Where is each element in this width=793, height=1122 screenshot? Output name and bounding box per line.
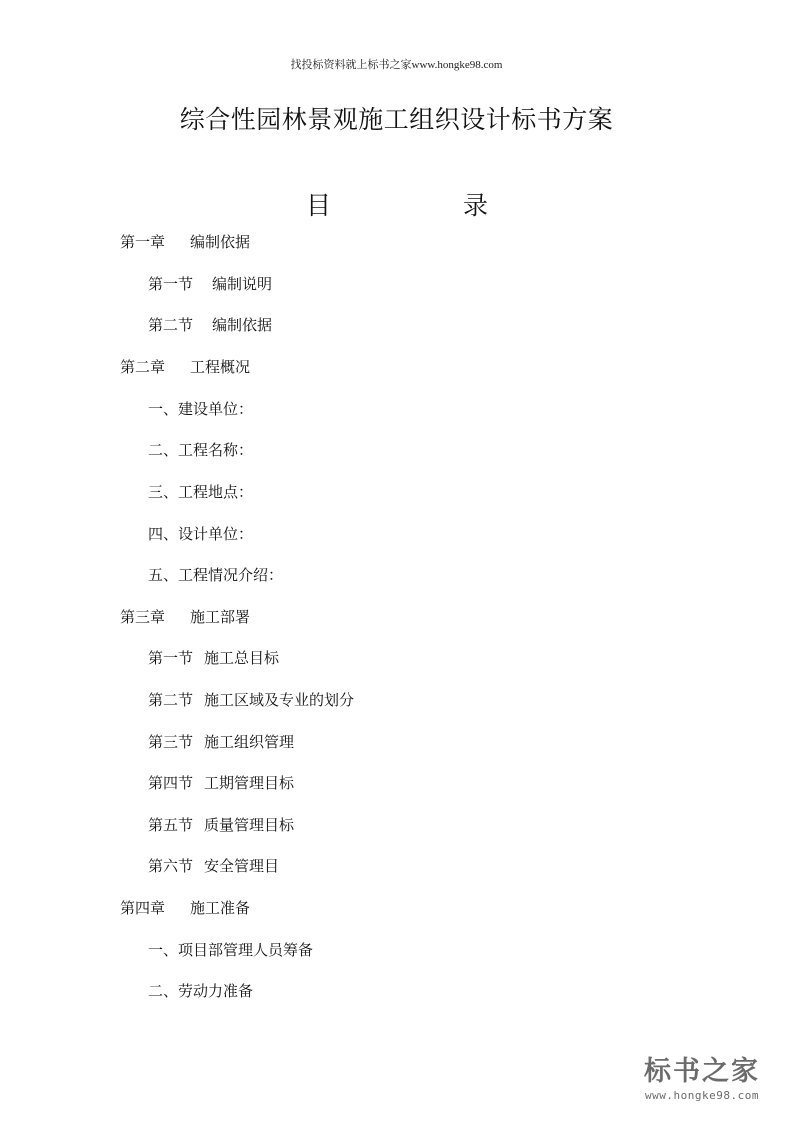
toc-number: 第一章	[120, 233, 166, 251]
toc-text: 工程概况	[190, 358, 251, 376]
toc-text: 施工区域及专业的划分	[204, 691, 355, 709]
toc-number: 第二章	[120, 358, 166, 376]
toc-number: 第三章	[120, 608, 166, 626]
toc-heading-right: 录	[463, 191, 489, 220]
toc-text: 施工准备	[190, 899, 251, 917]
toc-chapter-1	[120, 232, 250, 252]
toc-section-1-2	[148, 315, 272, 335]
toc-text: 二、劳动力准备	[148, 982, 254, 1000]
toc-item-2-2	[148, 440, 253, 460]
brand-watermark-logo	[627, 1056, 777, 1110]
brand-watermark-mark: 标书之家	[644, 1056, 760, 1087]
toc-text: 编制说明	[212, 275, 273, 293]
toc-section-3-3	[148, 732, 294, 752]
toc-text: 五、工程情况介绍：	[148, 566, 284, 584]
toc-text: 安全管理目	[204, 857, 280, 875]
toc-section-3-5	[148, 815, 294, 835]
toc-item-2-1	[148, 399, 253, 419]
toc-number: 第二节	[148, 691, 194, 709]
toc-text: 三、工程地点：	[148, 483, 254, 501]
toc-text: 工期管理目标	[204, 774, 295, 792]
toc-number: 第五节	[148, 816, 194, 834]
toc-number: 第四节	[148, 774, 194, 792]
toc-text: 质量管理目标	[204, 816, 295, 834]
document-title: 综合性园林景观施工组织设计标书方案	[179, 105, 614, 134]
toc-section-3-2	[148, 690, 354, 710]
toc-text: 编制依据	[212, 316, 273, 334]
toc-text: 四、设计单位：	[148, 525, 254, 543]
toc-text: 施工组织管理	[204, 733, 295, 751]
toc-chapter-4	[120, 898, 250, 918]
toc-text: 施工总目标	[204, 649, 280, 667]
toc-section-3-6	[148, 856, 279, 876]
toc-heading-left: 目	[306, 191, 332, 220]
toc-text: 二、工程名称：	[148, 441, 254, 459]
toc-number: 第一节	[148, 649, 194, 667]
toc-item-2-4	[148, 524, 253, 544]
toc-text: 一、建设单位：	[148, 400, 254, 418]
toc-item-2-3	[148, 482, 253, 502]
toc-item-2-5	[148, 565, 283, 585]
toc-number: 第六节	[148, 857, 194, 875]
toc-number: 第一节	[148, 275, 194, 293]
toc-number: 第三节	[148, 733, 194, 751]
toc-number: 第二节	[148, 316, 194, 334]
toc-chapter-2	[120, 357, 250, 377]
toc-chapter-3	[120, 607, 250, 627]
toc-section-3-1	[148, 648, 279, 668]
page-header-text: 找投标资料就上标书之家www.hongke98.com	[290, 59, 503, 71]
toc-item-4-2	[148, 981, 253, 1001]
toc-text: 施工部署	[190, 608, 251, 626]
brand-watermark-url: www.hongke98.com	[645, 1089, 759, 1102]
toc-item-4-1	[148, 940, 313, 960]
toc-number: 第四章	[120, 899, 166, 917]
toc-section-3-4	[148, 773, 294, 793]
toc-section-1-1	[148, 274, 272, 294]
toc-text: 一、项目部管理人员筹备	[148, 941, 314, 959]
toc-text: 编制依据	[190, 233, 251, 251]
